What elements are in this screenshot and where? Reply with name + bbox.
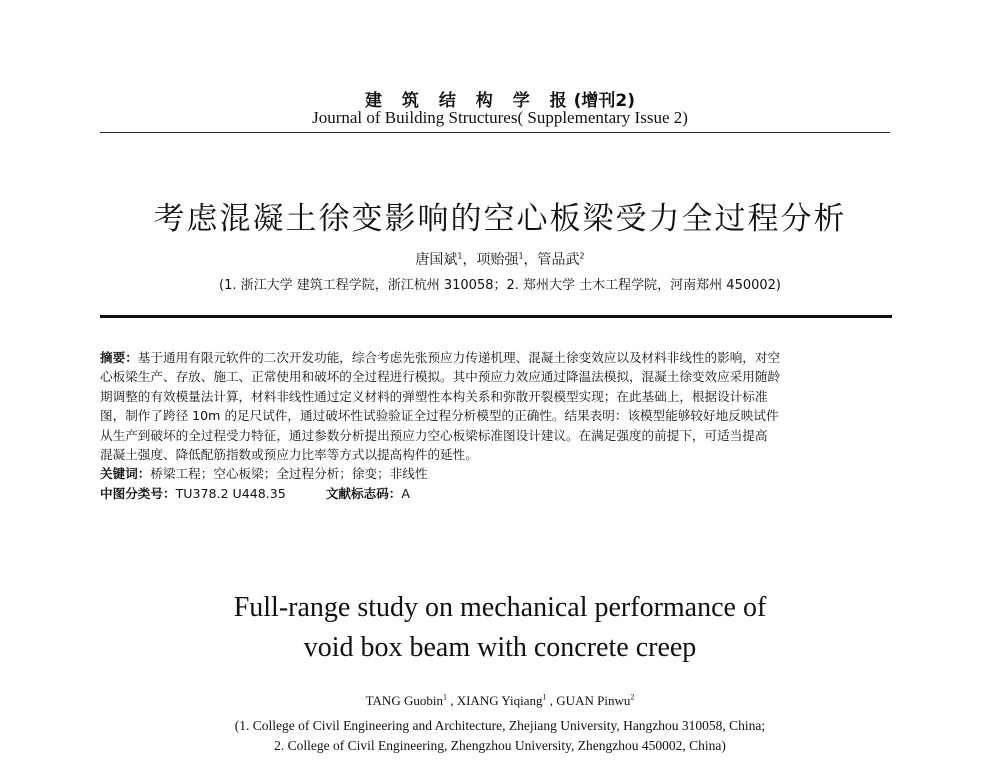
- authors-en: [0, 693, 1000, 709]
- doc-code-label: 文献标志码：: [325, 485, 402, 501]
- author-name: 管品武: [537, 252, 580, 268]
- doc-code-value: A: [401, 485, 411, 501]
- abstract-block: [100, 348, 895, 503]
- keywords-label: 关键词：: [100, 466, 151, 482]
- abstract-text: 基于通用有限元软件的二次开发功能，综合考虑先张预应力传递机理、混凝土徐变效应以及材料非线性的影响，对空: [137, 350, 781, 365]
- author-affiliation-mark: 1: [457, 251, 463, 261]
- journal-issue-cn: (增刊2): [573, 91, 635, 111]
- affiliations-cn: (1. 浙江大学 建筑工程学院，浙江杭州 310058；2. 郑州大学 土木工程学院，河南郑州 450002): [219, 278, 781, 293]
- abstract-line: 混凝土强度、降低配筋指数或预应力比率等方式以提高构件的延性。: [100, 447, 478, 463]
- keywords-line: [100, 464, 895, 483]
- author-name: 项贻强: [476, 252, 519, 268]
- header-rule: [100, 132, 890, 133]
- affiliations-en: [0, 716, 1000, 756]
- affiliation-en-line: 2. College of Civil Engineering, Zhengzhou University, Zhengzhou 450002, China): [274, 738, 726, 753]
- classification-line: [100, 484, 895, 503]
- author-separator: ,: [446, 693, 457, 708]
- affiliation-en-line: (1. College of Civil Engineering and Architecture, Zhejiang University, Hangzhou 310058, China;: [234, 718, 766, 733]
- author-separator: ，: [523, 252, 538, 268]
- author-affiliation-mark: 2: [630, 692, 635, 702]
- author-name: 唐国斌: [415, 252, 458, 268]
- author-name: XIANG Yiqiang: [456, 693, 543, 708]
- title-en-line: void box beam with concrete creep: [303, 632, 697, 663]
- author-affiliation-mark: 2: [579, 251, 585, 261]
- title-en-line: Full-range study on mechanical performance of: [233, 592, 767, 623]
- author-affiliation-mark: 1: [542, 692, 547, 702]
- author-name: GUAN Pinwu: [556, 693, 631, 708]
- author-affiliation-mark: 1: [518, 251, 524, 261]
- author-name: TANG Guobin: [365, 693, 443, 708]
- journal-title-cn: 建 筑 结 构 学 报: [365, 91, 574, 111]
- journal-name-en: Journal of Building Structures( Supplementary Issue 2): [312, 108, 688, 127]
- abstract-line: 期调整的有效模量法计算，材料非线性通过定义材料的弹塑性本构关系和弥散开裂模型实现；在此基础上，根据设计标准: [100, 388, 768, 404]
- author-separator: ，: [462, 252, 477, 268]
- keywords-text: 桥梁工程；空心板梁；全过程分析；徐变；非线性: [150, 466, 428, 482]
- title-rule: [100, 315, 892, 318]
- abstract-label: 摘要：: [100, 350, 138, 365]
- clc-value: TU378.2 U448.35: [175, 485, 286, 501]
- abstract-line: 从生产到破坏的全过程受力特征，通过参数分析提出预应力空心板梁标准图设计建议。在满足强度的前提下，可适当提高: [100, 427, 768, 443]
- paper-title-cn: 考虑混凝土徐变影响的空心板梁受力全过程分析: [153, 201, 847, 237]
- paper-title-en: [0, 588, 1000, 668]
- author-affiliation-mark: 1: [442, 692, 447, 702]
- authors-cn: [0, 249, 1000, 269]
- author-separator: ,: [546, 693, 557, 708]
- abstract-line: [100, 348, 895, 367]
- abstract-line: 心板梁生产、存放、施工、正常使用和破坏的全过程进行模拟。其中预应力效应通过降温法模拟，混凝土徐变效应采用随龄: [100, 369, 781, 385]
- abstract-line: 图，制作了跨径 10m 的足尺试件，通过破坏性试验验证全过程分析模型的正确性。结果表明：该模型能够较好地反映试件: [100, 408, 779, 424]
- clc-label: 中图分类号：: [100, 485, 176, 501]
